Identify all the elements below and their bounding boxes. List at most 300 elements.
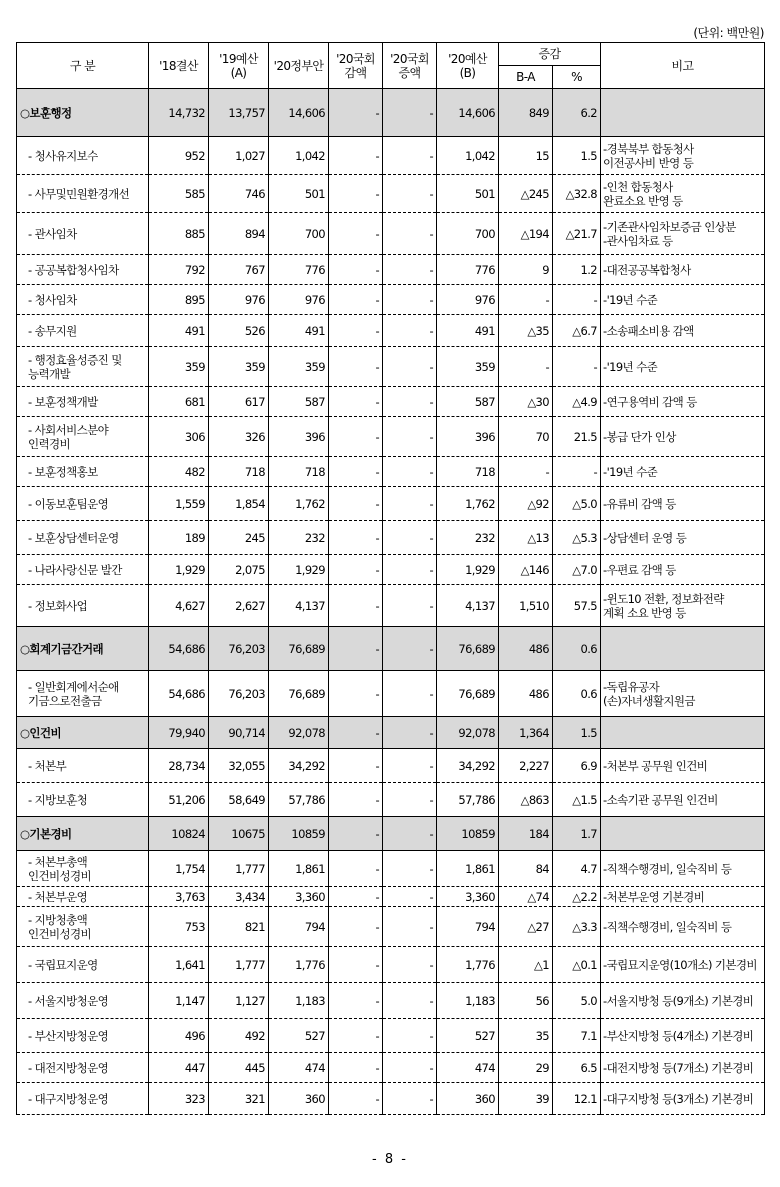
row-label	[17, 521, 149, 555]
value-cell: -	[383, 947, 437, 983]
value-cell: -	[383, 671, 437, 717]
table-row	[17, 887, 765, 907]
value-cell: 57,786	[437, 783, 499, 817]
value-cell: 0.6	[553, 671, 601, 717]
note-cell: -'19년 수준	[601, 347, 765, 387]
row-label	[17, 387, 149, 417]
value-cell: 1,510	[499, 585, 553, 627]
value-cell: 10859	[269, 817, 329, 851]
value-cell: 56	[499, 983, 553, 1019]
row-label	[17, 585, 149, 627]
value-cell: 482	[149, 457, 209, 487]
value-cell: 821	[209, 907, 269, 947]
note-cell: -유류비 감액 등	[601, 487, 765, 521]
value-cell: 718	[437, 457, 499, 487]
value-cell: △1	[499, 947, 553, 983]
value-cell: 10824	[149, 817, 209, 851]
header-2020-budget: '20예산 (B)	[437, 43, 499, 89]
value-cell: 1,641	[149, 947, 209, 983]
value-cell: 306	[149, 417, 209, 457]
value-cell: 10675	[209, 817, 269, 851]
header-2020-assembly-add: '20국회 증액	[383, 43, 437, 89]
value-cell: 527	[269, 1019, 329, 1053]
budget-table	[16, 42, 765, 1115]
row-label-text: - 일반회계에서순애 기금으로전출금	[28, 679, 119, 708]
value-cell: -	[383, 817, 437, 851]
table-row	[17, 783, 765, 817]
row-label-text: - 서울지방청운영	[28, 993, 109, 1008]
value-cell: 474	[437, 1053, 499, 1083]
value-cell: -	[329, 387, 383, 417]
value-cell: -	[329, 175, 383, 213]
row-label-text: - 대전지방청운영	[28, 1060, 109, 1075]
value-cell: -	[329, 1053, 383, 1083]
note-cell: -대전공공복합청사	[601, 255, 765, 285]
row-label	[17, 1053, 149, 1083]
value-cell: 92,078	[269, 717, 329, 749]
row-label	[17, 947, 149, 983]
value-cell: 232	[269, 521, 329, 555]
value-cell: 323	[149, 1083, 209, 1115]
value-cell: 359	[269, 347, 329, 387]
note-cell: -직책수행경비, 일숙직비 등	[601, 851, 765, 887]
value-cell: 491	[437, 315, 499, 347]
row-label-text: - 공공복합청사임차	[28, 262, 119, 277]
value-cell: 885	[149, 213, 209, 255]
row-label	[17, 749, 149, 783]
value-cell: -	[329, 285, 383, 315]
value-cell: -	[499, 285, 553, 315]
value-cell: △6.7	[553, 315, 601, 347]
table-row	[17, 387, 765, 417]
value-cell: 526	[209, 315, 269, 347]
value-cell: 2,227	[499, 749, 553, 783]
value-cell: 486	[499, 627, 553, 671]
value-cell: 51,206	[149, 783, 209, 817]
value-cell: 360	[437, 1083, 499, 1115]
row-label	[17, 347, 149, 387]
value-cell: 587	[437, 387, 499, 417]
value-cell: -	[383, 347, 437, 387]
value-cell: △146	[499, 555, 553, 585]
value-cell: 976	[269, 285, 329, 315]
row-label	[17, 89, 149, 137]
value-cell: 776	[437, 255, 499, 285]
table-row	[17, 947, 765, 983]
value-cell: △35	[499, 315, 553, 347]
value-cell: -	[329, 851, 383, 887]
value-cell: 718	[209, 457, 269, 487]
note-cell: -독립유공자 (손)자녀생활지원금	[601, 671, 765, 717]
value-cell: 501	[437, 175, 499, 213]
value-cell: 57.5	[553, 585, 601, 627]
row-label-text: - 부산지방청운영	[28, 1028, 109, 1043]
value-cell: 13,757	[209, 89, 269, 137]
note-cell: -윈도10 전환, 정보화전략 계획 소요 반영 등	[601, 585, 765, 627]
value-cell: -	[329, 1083, 383, 1115]
value-cell: 245	[209, 521, 269, 555]
table-row	[17, 851, 765, 887]
value-cell: -	[329, 627, 383, 671]
value-cell: 396	[269, 417, 329, 457]
value-cell: 1,042	[437, 137, 499, 175]
header-2019-budget: '19예산 (A)	[209, 43, 269, 89]
value-cell: 1.7	[553, 817, 601, 851]
value-cell: -	[383, 1053, 437, 1083]
value-cell: 5.0	[553, 983, 601, 1019]
value-cell: -	[329, 1019, 383, 1053]
value-cell: 1,929	[437, 555, 499, 585]
value-cell: △3.3	[553, 907, 601, 947]
value-cell: -	[383, 285, 437, 315]
value-cell: -	[329, 457, 383, 487]
table-row	[17, 213, 765, 255]
value-cell: 3,434	[209, 887, 269, 907]
table-row	[17, 1019, 765, 1053]
value-cell: 2,627	[209, 585, 269, 627]
value-cell: -	[383, 417, 437, 457]
value-cell: 1.5	[553, 717, 601, 749]
table-body	[17, 89, 765, 1115]
value-cell: 1,364	[499, 717, 553, 749]
value-cell: 1,183	[437, 983, 499, 1019]
value-cell: 34,292	[437, 749, 499, 783]
value-cell: -	[383, 1083, 437, 1115]
value-cell: △5.0	[553, 487, 601, 521]
table-row	[17, 417, 765, 457]
value-cell: -	[383, 783, 437, 817]
row-label-text: - 보훈상담센터운영	[28, 530, 119, 545]
value-cell: 1,776	[437, 947, 499, 983]
value-cell: 753	[149, 907, 209, 947]
table-row	[17, 137, 765, 175]
table-row	[17, 983, 765, 1019]
value-cell: 4,627	[149, 585, 209, 627]
value-cell: 700	[269, 213, 329, 255]
category-row	[17, 717, 765, 749]
value-cell: △0.1	[553, 947, 601, 983]
value-cell: △30	[499, 387, 553, 417]
note-cell: -상담센터 운영 등	[601, 521, 765, 555]
value-cell: -	[329, 213, 383, 255]
value-cell: 4,137	[269, 585, 329, 627]
value-cell: 1,929	[149, 555, 209, 585]
value-cell: △245	[499, 175, 553, 213]
value-cell: 1,861	[437, 851, 499, 887]
value-cell: -	[329, 671, 383, 717]
row-label-text: - 처본부	[28, 758, 67, 773]
row-label-text: ○인건비	[20, 725, 61, 740]
value-cell: 1,042	[269, 137, 329, 175]
value-cell: -	[329, 417, 383, 457]
page-number: - 8 -	[372, 1152, 408, 1167]
value-cell: -	[329, 487, 383, 521]
value-cell: 359	[437, 347, 499, 387]
value-cell: -	[553, 285, 601, 315]
value-cell: 396	[437, 417, 499, 457]
value-cell: 501	[269, 175, 329, 213]
value-cell: -	[329, 907, 383, 947]
table-row	[17, 585, 765, 627]
table-row	[17, 285, 765, 315]
note-cell: -인천 합동청사 완료소요 반영 등	[601, 175, 765, 213]
value-cell: 447	[149, 1053, 209, 1083]
row-label	[17, 555, 149, 585]
value-cell: 1,854	[209, 487, 269, 521]
row-label-text: ○보훈행정	[20, 105, 72, 120]
value-cell: 6.5	[553, 1053, 601, 1083]
value-cell: -	[329, 887, 383, 907]
note-cell	[601, 717, 765, 749]
value-cell: 794	[269, 907, 329, 947]
value-cell: 1,762	[269, 487, 329, 521]
value-cell: △13	[499, 521, 553, 555]
note-cell: -소송패소비용 감액	[601, 315, 765, 347]
table-row	[17, 457, 765, 487]
row-label-text: - 관사임차	[28, 226, 77, 241]
value-cell: -	[499, 457, 553, 487]
value-cell: -	[329, 555, 383, 585]
value-cell: -	[383, 555, 437, 585]
value-cell: -	[383, 851, 437, 887]
value-cell: 32,055	[209, 749, 269, 783]
value-cell: △194	[499, 213, 553, 255]
table-row	[17, 521, 765, 555]
value-cell: -	[553, 457, 601, 487]
value-cell: △21.7	[553, 213, 601, 255]
value-cell: 585	[149, 175, 209, 213]
row-label-text: - 정보화사업	[28, 598, 88, 613]
value-cell: -	[383, 315, 437, 347]
value-cell: 84	[499, 851, 553, 887]
value-cell: 718	[269, 457, 329, 487]
header-change-pct: %	[553, 66, 601, 89]
row-label-text: - 지방보훈청	[28, 792, 88, 807]
note-cell: -연구용역비 감액 등	[601, 387, 765, 417]
value-cell: 14,606	[437, 89, 499, 137]
value-cell: 1,147	[149, 983, 209, 1019]
value-cell: -	[383, 627, 437, 671]
value-cell: 34,292	[269, 749, 329, 783]
row-label	[17, 717, 149, 749]
value-cell: 70	[499, 417, 553, 457]
value-cell: -	[383, 1019, 437, 1053]
row-label	[17, 783, 149, 817]
value-cell: -	[329, 255, 383, 285]
header-change-ba: B-A	[499, 66, 553, 89]
value-cell: 35	[499, 1019, 553, 1053]
value-cell: 976	[209, 285, 269, 315]
value-cell: 527	[437, 1019, 499, 1053]
value-cell: 776	[269, 255, 329, 285]
row-label-text: - 송무지원	[28, 323, 77, 338]
value-cell: 359	[149, 347, 209, 387]
value-cell: -	[383, 255, 437, 285]
value-cell: 1,754	[149, 851, 209, 887]
value-cell: -	[383, 457, 437, 487]
table-row	[17, 1053, 765, 1083]
value-cell: -	[499, 347, 553, 387]
value-cell: -	[329, 89, 383, 137]
value-cell: 1,127	[209, 983, 269, 1019]
value-cell: 681	[149, 387, 209, 417]
note-cell: -대전지방청 등(7개소) 기본경비	[601, 1053, 765, 1083]
row-label-text: - 사회서비스분야 인력경비	[28, 422, 109, 451]
value-cell: 496	[149, 1019, 209, 1053]
row-label	[17, 315, 149, 347]
note-cell: -대구지방청 등(3개소) 기본경비	[601, 1083, 765, 1115]
row-label	[17, 213, 149, 255]
value-cell: 7.1	[553, 1019, 601, 1053]
row-label-text: - 나라사랑신문 발간	[28, 562, 122, 577]
value-cell: 321	[209, 1083, 269, 1115]
value-cell: 445	[209, 1053, 269, 1083]
table-row	[17, 1083, 765, 1115]
value-cell: 76,689	[269, 671, 329, 717]
row-label-text: - 보훈정책개발	[28, 394, 98, 409]
header-change: 증감	[499, 43, 601, 66]
value-cell: △1.5	[553, 783, 601, 817]
row-label	[17, 137, 149, 175]
row-label-text: - 보훈정책홍보	[28, 464, 98, 479]
value-cell: 9	[499, 255, 553, 285]
value-cell: -	[383, 213, 437, 255]
category-row	[17, 89, 765, 137]
value-cell: 76,689	[437, 671, 499, 717]
note-cell: -기존관사임차보증금 인상분 -관사임차료 등	[601, 213, 765, 255]
value-cell: 29	[499, 1053, 553, 1083]
value-cell: △32.8	[553, 175, 601, 213]
value-cell: 486	[499, 671, 553, 717]
unit-note: (단위: 백만원)	[693, 26, 764, 40]
row-label-text: - 청사유지보수	[28, 148, 98, 163]
header-row	[17, 43, 765, 66]
row-label-text: ○회계기금간거래	[20, 641, 103, 656]
value-cell: 79,940	[149, 717, 209, 749]
note-cell: -서울지방청 등(9개소) 기본경비	[601, 983, 765, 1019]
value-cell: 189	[149, 521, 209, 555]
value-cell: 90,714	[209, 717, 269, 749]
value-cell: 76,689	[269, 627, 329, 671]
value-cell: -	[383, 387, 437, 417]
value-cell: △2.2	[553, 887, 601, 907]
value-cell: 232	[437, 521, 499, 555]
value-cell: 3,360	[269, 887, 329, 907]
value-cell: 15	[499, 137, 553, 175]
value-cell: 474	[269, 1053, 329, 1083]
note-cell: -처본부 공무원 인건비	[601, 749, 765, 783]
note-cell: -경북북부 합동청사 이전공사비 반영 등	[601, 137, 765, 175]
value-cell: 794	[437, 907, 499, 947]
row-label	[17, 1083, 149, 1115]
value-cell: 2,075	[209, 555, 269, 585]
value-cell: -	[383, 717, 437, 749]
value-cell: 492	[209, 1019, 269, 1053]
value-cell: △863	[499, 783, 553, 817]
value-cell: 76,203	[209, 671, 269, 717]
table-row	[17, 555, 765, 585]
value-cell: 57,786	[269, 783, 329, 817]
row-label-text: - 처본부총액 인건비성경비	[28, 854, 92, 883]
value-cell: 491	[269, 315, 329, 347]
value-cell: -	[383, 521, 437, 555]
value-cell: 1,762	[437, 487, 499, 521]
value-cell: 1,929	[269, 555, 329, 585]
note-cell	[601, 817, 765, 851]
value-cell: -	[329, 521, 383, 555]
value-cell: -	[329, 817, 383, 851]
value-cell: 4,137	[437, 585, 499, 627]
row-label-text: - 지방청총액 인건비성경비	[28, 912, 92, 941]
value-cell: 976	[437, 285, 499, 315]
row-label	[17, 457, 149, 487]
value-cell: 617	[209, 387, 269, 417]
value-cell: -	[383, 175, 437, 213]
note-cell: -직책수행경비, 일숙직비 등	[601, 907, 765, 947]
value-cell: -	[329, 585, 383, 627]
value-cell: △27	[499, 907, 553, 947]
value-cell: -	[329, 137, 383, 175]
note-cell: -소속기관 공무원 인건비	[601, 783, 765, 817]
note-cell: -'19년 수준	[601, 285, 765, 315]
value-cell: -	[383, 983, 437, 1019]
row-label-text: - 이동보훈팀운영	[28, 496, 109, 511]
header-2018-settlement: '18결산	[149, 43, 209, 89]
table-row	[17, 671, 765, 717]
note-cell: -처본부운영 기본경비	[601, 887, 765, 907]
value-cell: 58,649	[209, 783, 269, 817]
value-cell: 1.2	[553, 255, 601, 285]
category-row	[17, 627, 765, 671]
value-cell: 0.6	[553, 627, 601, 671]
value-cell: -	[383, 907, 437, 947]
value-cell: △74	[499, 887, 553, 907]
category-row	[17, 817, 765, 851]
row-label-text: - 처본부운영	[28, 889, 88, 904]
value-cell: -	[383, 585, 437, 627]
value-cell: -	[329, 749, 383, 783]
value-cell: -	[383, 749, 437, 783]
table-row	[17, 255, 765, 285]
value-cell: △92	[499, 487, 553, 521]
row-label-text: - 사무및민원환경개선	[28, 186, 130, 201]
row-label	[17, 175, 149, 213]
row-label	[17, 817, 149, 851]
row-label	[17, 487, 149, 521]
row-label	[17, 255, 149, 285]
value-cell: 3,763	[149, 887, 209, 907]
row-label	[17, 1019, 149, 1053]
row-label	[17, 627, 149, 671]
value-cell: 1,777	[209, 851, 269, 887]
value-cell: 6.9	[553, 749, 601, 783]
value-cell: 10859	[437, 817, 499, 851]
value-cell: △5.3	[553, 521, 601, 555]
value-cell: 1,183	[269, 983, 329, 1019]
value-cell: 12.1	[553, 1083, 601, 1115]
value-cell: -	[329, 717, 383, 749]
row-label	[17, 671, 149, 717]
value-cell: -	[383, 487, 437, 521]
value-cell: -	[383, 89, 437, 137]
value-cell: -	[383, 137, 437, 175]
table-row	[17, 315, 765, 347]
value-cell: 700	[437, 213, 499, 255]
value-cell: 184	[499, 817, 553, 851]
note-cell: -국립묘지운영(10개소) 기본경비	[601, 947, 765, 983]
value-cell: 894	[209, 213, 269, 255]
value-cell: △4.9	[553, 387, 601, 417]
